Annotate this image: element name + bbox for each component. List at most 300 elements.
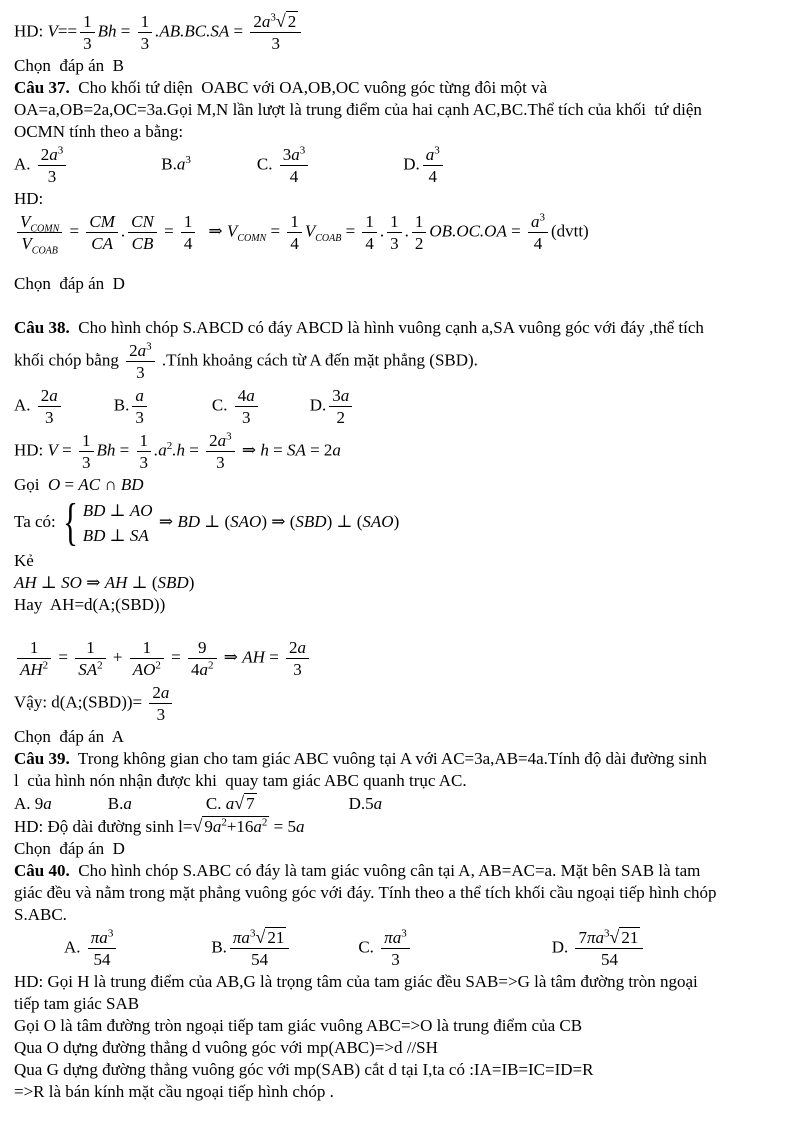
denominator [287,232,302,254]
text-run: Cho hình chóp S.ABC có đáy là tam giác vuông cân tại A, AB=AC=a. Mặt bên SAB là tam [69,861,701,880]
text-run: D. [551,937,573,957]
text-run: giác đều và nằm trong mặt phẳng vuông góc với đáy. Tính theo a thể tích khối cầu ngoại tiếp hình chóp [14,883,717,902]
cau38-ah-line [14,572,792,594]
cases-row [83,525,153,547]
denominator [38,165,67,187]
text-run: V [47,440,58,460]
fraction [361,211,378,254]
denominator [38,406,61,428]
fraction [285,637,310,680]
cau40-hd-line1 [14,971,792,993]
denominator [86,232,118,254]
denominator [132,406,147,428]
denominator [138,32,153,54]
cau38-ke [14,550,792,572]
text-run: 4 [191,660,200,679]
fraction [127,211,158,254]
text-run: a [176,154,186,174]
text-run: ∩ [100,475,121,494]
text-run: = [115,440,134,460]
superscript: 3 [107,927,114,940]
numerator [128,211,157,232]
text-run: 3 [156,705,166,724]
numerator [387,211,402,232]
radical-icon: √ [275,11,286,31]
text-run: Cho hình chóp S.ABCD có đáy ABCD là hình vuông cạnh a,SA vuông góc với đáy ,thể tích [69,318,704,337]
superscript: 2 [208,659,214,672]
numerator [423,144,443,165]
denominator [250,32,301,54]
fraction [148,682,173,725]
subscript: COAB [315,232,342,244]
text-run: a [43,794,52,813]
text-run: 3 [282,145,292,164]
numerator [38,144,67,165]
sqrt [610,927,641,948]
text-run: Hay AH=d(A;(SBD)) [14,595,166,614]
fraction [129,637,165,680]
text-run: Chọn đáp án B [14,56,125,75]
superscript: 3 [57,144,64,157]
superscript: 3 [539,211,545,224]
text-run: a [217,431,227,450]
text-run: Trong không gian cho tam giác ABC vuông tại A với AC=3a,AB=4a.Tính độ dài đường sinh [69,749,707,768]
text-run: h [260,440,269,460]
denominator [412,232,427,254]
superscript: 3 [434,144,440,157]
text-run: .Tính khoảng cách từ A đến mặt phẳng (SBD). [157,350,478,370]
text-run: = [229,21,248,41]
text-run: khối chóp bằng [14,350,124,370]
fraction [180,211,197,254]
fraction [78,430,95,473]
fraction [37,144,68,187]
cau40-hd-line5 [14,1059,792,1081]
text-run: CA [91,234,113,253]
text-run: HD: [14,440,48,460]
text-run: 2 [152,683,161,702]
text-run: 2 [40,386,50,405]
text-run: Ta có: [14,511,56,531]
text-run: ⊥ ( [127,573,158,592]
fraction [187,637,218,680]
text-run: SA [286,440,306,460]
text-run: 2 [414,234,424,253]
cau38-hd-formula [14,429,792,474]
denominator [286,658,309,680]
text-run: 1 [142,638,152,657]
denominator [149,703,172,725]
text-run: = [57,440,77,460]
text-run: SAO [362,511,394,531]
text-run: a [253,817,262,836]
cau40-hd-line4 [14,1037,792,1059]
text-run: AO [132,660,156,679]
numerator [286,637,309,658]
superscript: 3 [226,430,232,443]
fraction [411,211,428,254]
text-run: Qua G dựng đường thẳng vuông góc với mp(SAB) cắt d tại I,ta có :IA=IB=IC=ID=R [14,1060,594,1079]
fraction [37,385,62,428]
fraction [125,340,156,383]
text-run: 54 [600,950,618,969]
text-run: HD: [14,189,44,208]
text-run: 1 [414,212,424,231]
text-run: AO [129,500,153,520]
fraction [229,927,290,970]
text-run: SA [78,660,98,679]
document-page [14,10,792,1103]
denominator [362,232,377,254]
numerator [287,211,302,232]
text-run: 9 [204,817,213,836]
numerator [138,11,153,32]
text-run: V [21,234,32,253]
fraction [136,430,153,473]
radical-icon: √ [234,793,245,813]
denominator [137,451,152,473]
numerator [17,211,62,235]
cau40-line2 [14,882,792,904]
cases-rows [83,500,153,547]
numerator [79,430,94,451]
text-run: a [261,12,271,31]
text-run: = [116,21,135,41]
denominator [280,165,309,187]
chon-dap-an-a-38 [14,726,792,748]
text-run: 4 [237,386,247,405]
text-run: D.5 [348,794,374,813]
numerator [126,340,155,361]
denominator [128,232,157,254]
text-run: πa [586,928,605,947]
numerator [88,927,117,948]
text-run: a [225,794,235,813]
chon-dap-an-d-37 [14,273,792,295]
text-run: = 2 [305,440,333,460]
sqrt [192,815,269,838]
text-run: ⇒ [219,647,243,667]
text-run: a [530,212,540,231]
text-run: a [137,341,147,360]
denominator [423,165,443,187]
cases-row [83,500,153,522]
fraction [74,637,106,680]
denominator [80,32,95,54]
denominator [75,658,105,680]
chon-dap-an-d-39 [14,838,792,860]
text-run: V [226,221,238,241]
fraction [79,11,96,54]
superscript: 2 [221,816,227,829]
text-run: =>R là bán kính mặt cầu ngoại tiếp hình chóp . [14,1082,334,1101]
text-run: 1 [82,431,91,450]
text-run: + [108,647,127,667]
text-run: 3 [136,363,145,382]
text-run: 3 [140,34,150,53]
text-run: B. [211,937,227,957]
numerator [412,211,427,232]
text-run: 3 [47,167,57,186]
text-run: 2 [40,145,50,164]
superscript: 2 [261,816,268,829]
fraction [279,144,310,187]
radicand [244,793,257,813]
text-run: Câu 37. [14,78,70,97]
superscript: 3 [299,144,306,157]
text-run: = [341,221,360,241]
fraction [87,927,118,970]
denominator [79,451,94,473]
text-run: πa [90,928,108,947]
text-run: BD [177,511,200,531]
text-run: = [65,221,84,241]
numerator [362,211,377,232]
superscript: 2 [97,659,103,672]
cau37-title [14,77,792,99]
text-run: B. [161,154,177,174]
cau39-title [14,748,792,770]
numerator [188,637,217,658]
text-run: 3 [332,386,341,405]
text-run: a [297,638,307,657]
numerator [329,385,352,406]
text-run: D. [309,395,327,415]
text-run: . [379,221,385,241]
text-run: AC [78,475,101,494]
text-run: 1 [83,12,92,31]
text-run: ⊥ [105,500,130,520]
fraction [386,211,403,254]
cau38-hay-line [14,594,792,616]
text-run: a [135,386,144,405]
fraction [380,927,411,970]
text-run: Vậy: d(A;(SBD))= [14,692,147,712]
text-run: A. [14,395,35,415]
text-run: O [48,475,61,494]
text-run: 3 [135,408,144,427]
text-run: 3 [45,408,54,427]
text-run: 3 [216,453,225,472]
text-run: ) ⇒ ( [261,511,296,531]
denominator [126,361,155,383]
cau37-hd-label [14,188,792,210]
text-run: 4 [183,234,193,253]
text-run: 4 [290,234,299,253]
superscript: 3 [604,927,610,940]
denominator [230,948,289,970]
text-run: . [404,221,409,241]
cau37-solution-formula [14,210,792,255]
text-run: πa [384,928,402,947]
text-run: = [266,221,285,241]
text-run: Chọn đáp án A [14,727,125,746]
fraction [205,430,236,473]
text-run: C. [256,154,277,174]
text-run: ) ⊥ ( [326,511,363,531]
text-run: BD [120,475,144,494]
sqrt [276,11,298,32]
text-run: 3 [83,34,92,53]
text-run: 54 [93,950,111,969]
numerator [235,385,258,406]
text-run: OB.OC.OA [429,221,507,241]
text-run: HD: Độ dài đường sinh l= [14,817,193,836]
text-run: a [199,660,209,679]
sqrt [234,792,256,815]
superscript: 3 [270,11,276,24]
text-run: S.ABC. [14,905,67,924]
cau38-inverse-formula [14,636,792,681]
text-run: a [246,386,255,405]
text-run: AH [242,647,265,667]
text-run: A. [14,154,35,174]
text-run: Chọn đáp án D [14,839,125,858]
text-run: 1 [86,638,95,657]
text-run: BD [82,500,106,520]
text-run: 21 [267,928,285,947]
text-run: Câu 40. [14,861,70,880]
text-run: a [332,440,341,460]
superscript: 2 [42,659,49,672]
text-run: = [159,221,178,241]
denominator [130,658,164,680]
superscript: 2 [166,439,173,452]
text-run: 2 [209,431,218,450]
radical-icon: √ [255,927,266,947]
sqrt [255,927,286,948]
text-run: .a [154,440,167,460]
radicand [286,11,299,31]
text-run: AH [20,660,43,679]
cau38-goi-line [14,474,792,496]
text-run: HD: Gọi H là trung điểm của AB,G là trọng tâm của tam giác đều SAB=>G là tâm đường tròn ngoại [14,972,698,991]
text-run: 4 [428,167,437,186]
denominator [88,948,117,970]
radical-icon: √ [192,816,203,836]
cau38-line2 [14,339,792,384]
text-run: CN [131,212,154,231]
text-run: SBD [157,573,189,592]
fraction [137,11,154,54]
text-run: a [49,145,58,164]
text-run: C. [211,395,232,415]
text-run: C. [358,937,379,957]
text-run: SAO [230,511,262,531]
text-run: V [304,221,316,241]
text-run: = 5 [269,817,297,836]
denominator [188,658,217,680]
text-run: . [120,221,126,241]
superscript: 2 [155,659,161,672]
text-run: ⊥ [105,525,130,545]
fraction [328,385,353,428]
cau40-hd-line2 [14,993,792,1015]
text-run: = [185,440,204,460]
text-run: A. [64,937,85,957]
cau37-options [14,143,792,188]
cases-group [58,496,153,550]
text-run: Bh [97,21,117,41]
text-run: CM [89,212,115,231]
text-run: 1 [140,12,150,31]
text-run: 3 [390,234,399,253]
numerator [80,11,95,32]
text-run: 9 [198,638,207,657]
text-run: 21 [621,928,639,947]
numerator [132,385,147,406]
text-run: 54 [251,950,269,969]
cau37-line3 [14,121,792,143]
text-run: Kẻ [14,551,34,570]
numerator [137,430,152,451]
numerator [528,211,548,232]
text-run: B. [113,395,130,415]
text-run: 3 [293,660,302,679]
text-run: B. [107,794,124,813]
subscript: COMN [237,232,267,244]
text-run: a [160,683,170,702]
text-run: D. [403,154,420,174]
text-run: πa [232,928,250,947]
text-run: V [20,212,31,231]
text-run: = [166,647,186,667]
numerator [230,927,289,948]
text-run: = [268,440,287,460]
fraction [574,927,644,970]
denominator [206,451,235,473]
text-run: 3 [241,408,251,427]
text-run: SA [129,525,149,545]
cau39-options [14,792,792,815]
text-run: 3 [82,453,91,472]
numerator [206,430,235,451]
text-run: a [296,817,305,836]
numerator [250,11,301,32]
text-run: 7 [578,928,587,947]
text-run: BD [82,525,106,545]
cau38-vay-line [14,681,792,726]
fraction [286,211,303,254]
text-run: 2 [287,12,297,31]
text-run: CB [131,234,154,253]
text-run: == [57,21,78,41]
hd-cau36-formula [14,10,792,55]
cau38-options [14,384,792,429]
cau40-title [14,860,792,882]
text-run: SBD [295,511,327,531]
text-run: OA=a,OB=2a,OC=3a.Gọi M,N lần lượt là trung điểm của hai cạnh AC,BC.Thể tích của khối tứ diện [14,100,702,119]
cau40-hd-line3 [14,1015,792,1037]
numerator [38,385,61,406]
text-run: OCMN tính theo a bằng: [14,122,184,141]
text-run: ) [393,511,400,531]
numerator [130,637,164,658]
cau39-line2 [14,770,792,792]
text-run: (dvtt) [550,221,589,241]
text-run: 1 [29,638,39,657]
cau39-hd-line [14,815,792,838]
fraction [234,385,259,428]
text-run: ⊥ [36,573,62,592]
left-brace-icon: { [62,494,78,551]
fraction [16,637,52,680]
text-run: ⇒ [208,221,227,241]
text-run: 4 [289,167,299,186]
text-run: ⊥ ( [200,511,231,531]
text-run: 4 [365,234,374,253]
superscript: 3 [401,927,407,940]
